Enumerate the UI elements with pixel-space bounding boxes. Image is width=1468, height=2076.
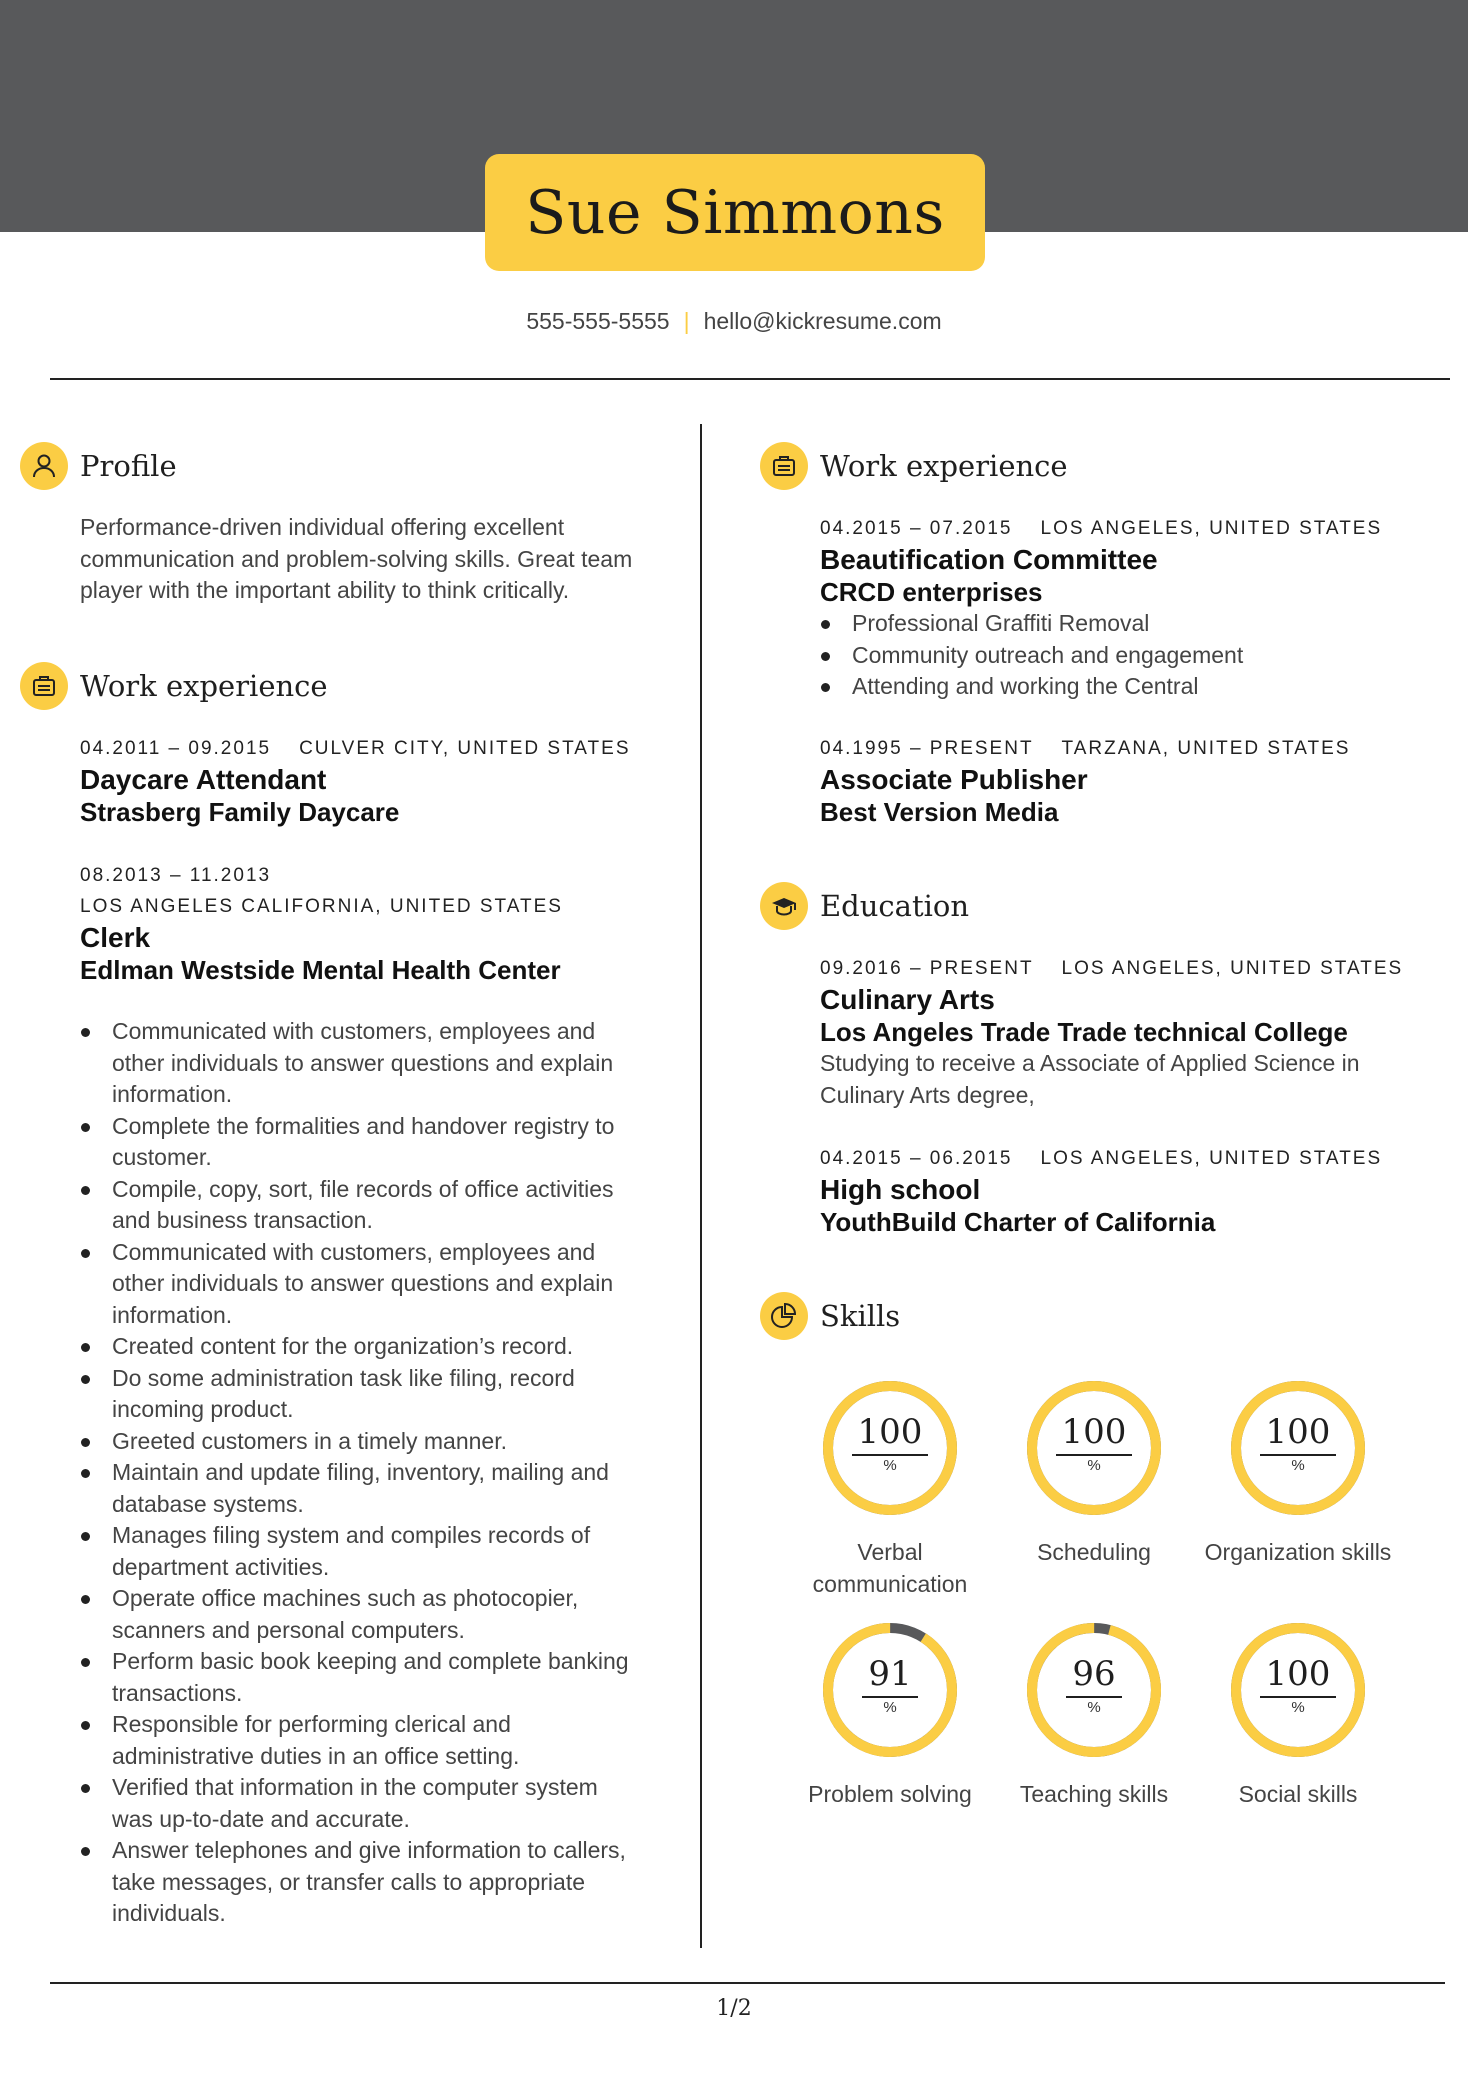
skill-value-group — [780, 1654, 1000, 1718]
duty-line: information. — [112, 1301, 233, 1328]
skill-value-group — [780, 1412, 1000, 1476]
profile-heading: Profile — [80, 449, 177, 483]
job-location: CULVER CITY, UNITED STATES — [299, 738, 631, 759]
skill-percent-sign: % — [883, 1699, 897, 1716]
duty-item — [80, 1016, 700, 1111]
education-school: Los Angeles Trade Trade technical College — [820, 1017, 1348, 1047]
education-title: High school — [820, 1174, 981, 1205]
skill-value: 96 — [1066, 1654, 1121, 1698]
skill-value: 100 — [852, 1412, 929, 1456]
skill-percent-sign: % — [1291, 1699, 1305, 1716]
education-meta — [820, 953, 1440, 984]
job-title: Clerk — [80, 922, 151, 953]
work-section-heading-right — [760, 442, 1068, 490]
skill-item — [780, 1378, 1000, 1600]
job-organization: Best Version Media — [820, 797, 1059, 827]
skill-item — [1188, 1620, 1408, 1810]
duty-line: Manages filing system and compiles records of — [112, 1522, 591, 1548]
duty-line: Do some administration task like filing, record — [112, 1364, 575, 1391]
job-organization: CRCD enterprises — [820, 577, 1043, 607]
job-entry-daycare — [80, 733, 680, 828]
duty-line: incoming product. — [112, 1396, 294, 1422]
skill-label-line: Scheduling — [1037, 1539, 1151, 1565]
skill-label-line: Problem solving — [808, 1781, 972, 1807]
skills-grid — [808, 1378, 1440, 1838]
footer-rule — [50, 1982, 1445, 1984]
duty-line: other individuals to answer questions and explain — [112, 1049, 614, 1076]
education-title: Culinary Arts — [820, 984, 995, 1015]
email-address: hello@kickresume.com — [703, 308, 942, 334]
user-icon — [20, 442, 68, 490]
duty-item — [80, 1646, 700, 1709]
duty-item — [80, 1772, 700, 1835]
duty-line: database systems. — [112, 1490, 304, 1517]
skill-label — [1188, 1536, 1408, 1568]
skill-value: 100 — [1260, 1654, 1337, 1698]
job-title: Beautification Committee — [820, 544, 1158, 575]
page-number: 1/2 — [716, 1996, 752, 2021]
job-entry-clerk — [80, 860, 680, 986]
bullet-item: Attending and working the Central — [820, 671, 1440, 703]
skill-value: 100 — [1260, 1412, 1337, 1456]
job-location: LOS ANGELES CALIFORNIA, UNITED STATES — [80, 896, 563, 917]
skill-label-line: Social skills — [1238, 1781, 1358, 1807]
education-description-line: Culinary Arts degree, — [820, 1081, 1035, 1108]
work-section-heading-left — [20, 662, 328, 710]
job-organization: Strasberg Family Daycare — [80, 797, 400, 827]
duty-item — [80, 1174, 700, 1237]
skill-item — [984, 1620, 1204, 1810]
job-meta — [80, 733, 680, 764]
duty-line: department activities. — [112, 1553, 330, 1580]
duty-item — [80, 1237, 700, 1332]
skill-label-line: Teaching skills — [1019, 1781, 1169, 1807]
education-school: YouthBuild Charter of California — [820, 1207, 1216, 1237]
profile-line: communication and problem-solving skills. Great team — [80, 545, 633, 572]
profile-line: Performance-driven individual offering excellent — [80, 514, 565, 540]
duty-line: scanners and personal computers. — [112, 1616, 465, 1643]
skill-value: 91 — [862, 1654, 917, 1698]
education-entry-culinary — [820, 953, 1440, 1111]
education-location: LOS ANGELES, UNITED STATES — [1061, 958, 1404, 979]
skill-percent-sign: % — [1291, 1457, 1305, 1474]
duty-line: Perform basic book keeping and complete banking — [112, 1648, 629, 1674]
graduation-cap-icon — [760, 882, 808, 930]
skill-label-line: Organization skills — [1204, 1539, 1392, 1565]
skill-item — [1188, 1378, 1408, 1568]
job-dates: 04.2011 – 09.2015 — [80, 738, 272, 759]
phone-number: 555-555-5555 — [526, 308, 670, 334]
profile-text — [80, 512, 680, 607]
duty-item — [80, 1709, 700, 1772]
education-dates: 04.2015 – 06.2015 — [820, 1148, 1013, 1169]
job-entry-beautification — [820, 513, 1440, 703]
briefcase-icon — [20, 662, 68, 710]
duty-item — [80, 1583, 700, 1646]
duty-line: Answer telephones and give information to callers, — [112, 1837, 626, 1863]
duty-line: was up-to-date and accurate. — [112, 1805, 410, 1832]
skills-heading: Skills — [820, 1299, 901, 1333]
skill-label-line: communication — [812, 1571, 968, 1597]
duty-line: and business transaction. — [112, 1207, 373, 1233]
duty-item — [80, 1457, 700, 1520]
clerk-duties-list — [80, 1016, 700, 1930]
job-meta — [820, 513, 1440, 544]
duty-line: Compile, copy, sort, file records of office activities — [112, 1175, 614, 1202]
duty-line: Responsible for performing clerical and — [112, 1711, 511, 1737]
column-divider — [700, 424, 702, 1948]
candidate-name: Sue Simmons — [525, 177, 945, 248]
skill-item — [780, 1620, 1000, 1810]
skill-item — [984, 1378, 1204, 1568]
pie-chart-icon — [760, 1292, 808, 1340]
duty-item — [80, 1363, 700, 1426]
work-heading-right: Work experience — [820, 449, 1068, 483]
duty-line: Communicated with customers, employees and — [112, 1238, 596, 1265]
bullet-item: Professional Graffiti Removal — [820, 608, 1440, 640]
education-meta — [820, 1143, 1440, 1174]
skill-label — [780, 1778, 1000, 1810]
job-entry-publisher — [820, 733, 1440, 828]
duty-line: Greeted customers in a timely manner. — [112, 1427, 507, 1454]
skill-value-group — [1188, 1654, 1408, 1718]
job-location: TARZANA, UNITED STATES — [1061, 738, 1351, 759]
duty-line: other individuals to answer questions and explain — [112, 1270, 614, 1296]
duty-line: take messages, or transfer calls to appropriate — [112, 1868, 586, 1895]
duty-line: Created content for the organization’s record. — [112, 1333, 574, 1359]
skill-percent-sign: % — [883, 1457, 897, 1474]
skill-label — [780, 1536, 1000, 1600]
contact-separator: | — [683, 308, 690, 334]
job-title: Associate Publisher — [820, 764, 1088, 795]
duty-item — [80, 1331, 700, 1363]
education-heading: Education — [820, 889, 970, 923]
bullet-item: Community outreach and engagement — [820, 640, 1440, 672]
job-dates: 04.1995 – PRESENT — [820, 738, 1034, 759]
skill-label — [984, 1536, 1204, 1568]
profile-section-heading — [20, 442, 177, 490]
skills-section-heading — [760, 1292, 900, 1340]
duty-item — [80, 1520, 700, 1583]
job-meta — [820, 733, 1440, 764]
job-location: LOS ANGELES, UNITED STATES — [1040, 518, 1383, 539]
skill-label — [1188, 1778, 1408, 1810]
skill-value-group — [1188, 1412, 1408, 1476]
duty-line: Maintain and update filing, inventory, mailing and — [112, 1459, 609, 1485]
education-entry-highschool — [820, 1143, 1440, 1238]
header-rule — [50, 378, 1450, 380]
skill-percent-sign: % — [1087, 1457, 1101, 1474]
job-organization: Edlman Westside Mental Health Center — [80, 955, 561, 985]
duty-line: administrative duties in an office setting. — [112, 1742, 520, 1769]
duty-item — [80, 1426, 700, 1458]
work-heading-left: Work experience — [80, 669, 328, 703]
duty-line: Verified that information in the computer system — [112, 1774, 598, 1800]
job-bullets — [820, 608, 1440, 703]
job-dates: 08.2013 – 11.2013 — [80, 865, 272, 886]
education-section-heading — [760, 882, 969, 930]
skill-value-group — [984, 1654, 1204, 1718]
duty-line: individuals. — [112, 1900, 226, 1926]
duty-line: Communicated with customers, employees and — [112, 1018, 596, 1044]
job-title: Daycare Attendant — [80, 764, 327, 795]
job-dates: 04.2015 – 07.2015 — [820, 518, 1013, 539]
skill-value-group — [984, 1412, 1204, 1476]
duty-line: Operate office machines such as photocopier, — [112, 1585, 579, 1611]
education-description-line: Studying to receive a Associate of Applied Science in — [820, 1050, 1360, 1076]
duty-item — [80, 1835, 700, 1930]
duty-line: information. — [112, 1081, 233, 1107]
contact-line — [0, 308, 1468, 335]
duty-line: customer. — [112, 1144, 212, 1170]
skill-label — [984, 1778, 1204, 1810]
skill-label-line: Verbal — [857, 1539, 923, 1565]
profile-line: player with the important ability to think critically. — [80, 577, 570, 603]
duty-line: Complete the formalities and handover registry to — [112, 1112, 615, 1139]
education-dates: 09.2016 – PRESENT — [820, 958, 1034, 979]
name-banner — [485, 154, 985, 271]
skill-value: 100 — [1056, 1412, 1133, 1456]
duty-item — [80, 1111, 700, 1174]
briefcase-icon — [760, 442, 808, 490]
education-location: LOS ANGELES, UNITED STATES — [1040, 1148, 1383, 1169]
duty-line: transactions. — [112, 1679, 243, 1706]
skill-percent-sign: % — [1087, 1699, 1101, 1716]
